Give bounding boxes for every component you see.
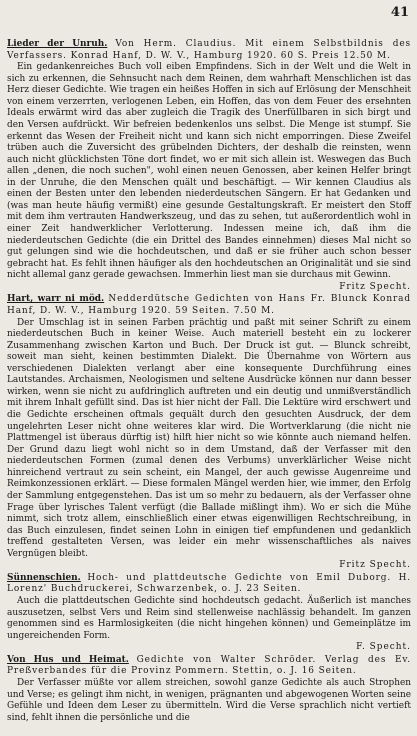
review-title: Von Hus und Heimat. bbox=[7, 654, 129, 665]
review-paragraph bbox=[7, 655, 411, 678]
review-title: Hart, warr ni möd. bbox=[7, 294, 105, 305]
review-body: Der Verfasser müßte vor allem streichen, sowohl ganze Gedichte als auch Strophen und Verse; es gelingt ihm nicht, in wenigen, prägnanten und abgewogenen Worten seine Gefühle und Ideen dem Leser zu übermitteln. Wird die Verse sprachlich nicht vertieft sind, fehlt ihnen die persönliche und die bbox=[7, 677, 411, 723]
review-header: Hoch- und plattdeutsche Gedichte von Emil Duborg. H. Lorenz' Buchdruckerei, Schwarzenbek, o. J. 23 Seiten. bbox=[7, 572, 411, 595]
review-column bbox=[7, 39, 411, 725]
review-title: Sünnenschien. bbox=[7, 572, 81, 583]
review-signature: F. Specht. bbox=[356, 642, 411, 653]
review-entry bbox=[7, 655, 411, 724]
review-entry bbox=[7, 573, 411, 654]
review-body: Der Umschlag ist in seinen Farben prächtig und paßt mit seiner Schrift zu einem niederdeutschen Buch in keiner Weise. Auch materiell besteht ein zu lockerer Zusammenhang zwischen Karton und Buch. Der Druck ist gut. — Blunck schreibt, soweit man sieht, keinen bestimmten Dialekt. Die Übernahme von Wörtern aus verschiedenen Dialekten verlangt aber eine konsequente Durchführung eines Lautstandes. Archaismen, Neologismen und seltene Ausdrücke können nur dann besser wirken, wenn sie nicht zu aufdringlich auftreten und ein deutig und unmißverständlich mit ihrem Inhalt gefüllt sind. Das ist hier nicht der Fall. Die Lektüre wird erschwert und die Gedichte erscheinen oftmals gequält durch den gesuchten Ausdruck, der dem ungelehrten Leser nicht ohne weiteres klar wird. Die Wortverklarung (die nicht nie Plattmengel ist überaus dürftig ist) hilft hier nicht so wie könnte auch niemand helfen. Der Grund dazu liegt wohl nicht so in dem Umstand, daß der Verfasser mit den niederdeutschen Formen (zumal denen des Verbums) unverklärlicher Weise nicht hinreichend vertraut zu sein scheint, ein Mangel, der auch gewisse Augenreime und Reimkonzessionen erklärt. — Diese formalen Mängel werden hier, wie immer, den Erfolg der Sammlung entgegenstehen. Das ist um so mehr zu bedauern, als der Verfasser ohne Frage über lyrisches Talent verfügt (die Ballade mißlingt ihm). Wo er sich die Mühe nimmt, sich trotz allem, einschließlich einer etwas eigenwilligen Rechtschreibung, in das Buch einzulesen, findet seinen Lohn in einigen tief empfundenen und gedanklich treffend gestalteten Versen, was leider ein mehr wissenschaftliches als naives Vergnügen bleibt. bbox=[7, 317, 412, 559]
review-signature: Fritz Specht. bbox=[339, 281, 411, 292]
review-signature: Fritz Specht. bbox=[339, 560, 411, 571]
review-header: Von Herm. Claudius. Mit einem Selbstbildnis des Verfassers. Konrad Hanf, D. W. V., Hamburg 1920. 60 S. Preis 12.50 M. bbox=[7, 39, 411, 61]
review-header: Gedichte von Walter Schröder. Verlag des Ev. Preßverbandes für die Provinz Pommern. Stettin, o. J. 16 Seiten. bbox=[7, 654, 411, 677]
review-entry bbox=[7, 39, 411, 293]
review-paragraph bbox=[7, 294, 411, 317]
review-entry bbox=[7, 294, 411, 572]
page-number: 41 bbox=[390, 5, 409, 20]
review-body: Auch die plattdeutschen Gedichte sind hochdeutsch gedacht. Äußerlich ist manches auszusetzen, selbst Vers und Reim sind stellenweise nachlässig behandelt. Im ganzen genommen sind es Harmlosigkeiten (die nicht hingehen können) und Gemeinplätze im ungereichenden Form. bbox=[7, 596, 411, 641]
review-body: Ein gedankenreiches Buch voll eiben Empfindens. Sich in der Welt und die Welt in sich zu erkennen, die Sehnsucht nach dem Reinen, dem wahrhaft Menschlichen ist das Herz dieser Gedichte. Wie tragen ein heißes Hoffen in sich auf Erlösung der Menschheit von einem verzerrten, verlogenen Leben, ein Hoffen, das von dem Feuer des ersehnten Ideals erwärmt wird das aber zugleich die Tragik des Unerfüllbaren in sich birgt und den Versen aufdrückt. Wir befreien bedenkenlos uns selbst. Die Menge ist stumpf. Sie erkennt das Wesen der Freiheit nicht und kann sich nicht emporringen. Diese Zweifel trüben auch die Zuversicht des grübelnden Dichters, der deshalb die reinsten, wenn auch nicht glücklichsten Töne dort findet, wo er mit sich allein ist. Weswegen das Buch allen „denen, die noch suchen", wohl einen neuen Genossen, aber keinen Helfer bringt in der Unruhe, die den Menschen quält und beschäftigt. — Wir kennen Claudius als einen der Besten unter den lebenden niederdeutschen Sängern. Er hat Gedanken und (was man heute häufig vermißt) eine gesunde Gestaltungskraft. Er meistert den Stoff mit dem ihm vertrauten Handwerkszeug, und das zu sehen, tut außerordentlich wohl in einer Zeit handwerklicher Verlotterung. Indessen meine ich, daß ihm die niederdeutschen Gedichte (die ein Drittel des Bandes einnehmen) dieses Mal nicht so gut gelungen sind wie die hochdeutschen, und daß er sie früher auch schon besser gebracht hat. Es fehlt ihnen häufiger als den hochdeutschen an Originalität und sie sind nicht allemal ganz gerade gewachsen. Immerhin liest man sie durchaus mit Gewinn. bbox=[7, 62, 411, 281]
review-paragraph bbox=[7, 39, 411, 62]
review-header: Nedderdütsche Gedichten von Hans Fr. Blunck Konrad Hanf, D. W. V., Hamburg 1920. 59 Seiten. 7.50 M. bbox=[7, 294, 412, 316]
review-paragraph bbox=[7, 573, 411, 596]
review-title: Lieder der Unruh. bbox=[7, 39, 108, 49]
